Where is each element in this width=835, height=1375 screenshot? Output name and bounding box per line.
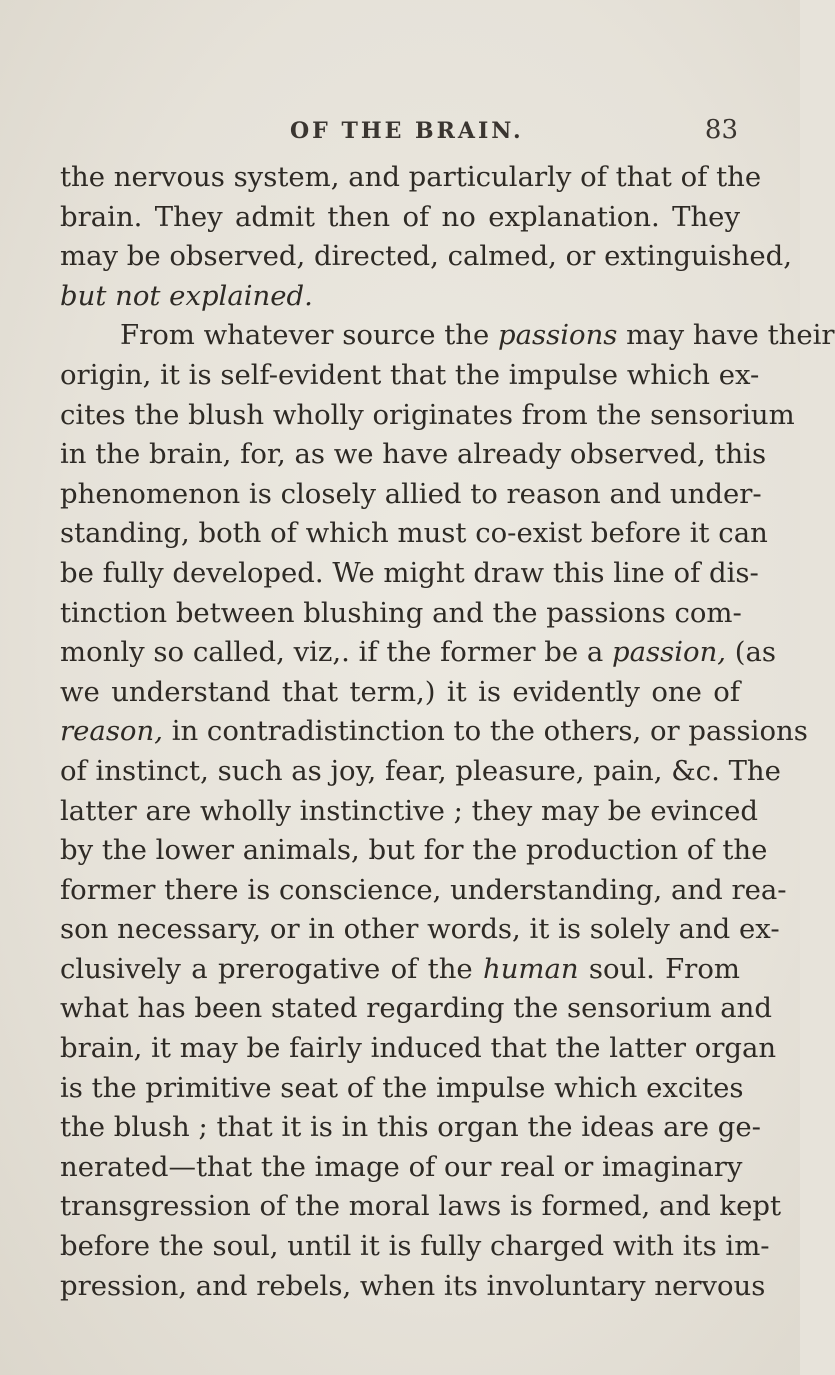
italic-word: passion, <box>612 636 727 669</box>
text-line <box>60 950 740 990</box>
running-head <box>258 115 738 147</box>
text-line: but not explained. <box>60 279 313 312</box>
text-segment: may have their <box>626 319 835 352</box>
text-line: former there is conscience, understanding, and rea- <box>60 873 787 906</box>
italic-word: human <box>482 952 579 985</box>
text-segment: (as <box>734 636 777 669</box>
text-segment: monly so called, viz,. if the former be a <box>60 636 604 669</box>
text-line: tinction between blushing and the passions com- <box>60 596 742 629</box>
text-line: be fully developed. We might draw this line of dis- <box>60 556 759 589</box>
text-line <box>60 316 835 356</box>
text-line: brain, it may be fairly induced that the latter organ <box>60 1032 777 1065</box>
italic-word: reason, <box>60 715 163 748</box>
text-line: latter are wholly instinctive ; they may be evinced <box>60 794 758 827</box>
text-line: by the lower animals, but for the production of the <box>60 834 768 867</box>
text-line: nerated—that the image of our real or imaginary <box>60 1150 743 1183</box>
text-line: of instinct, such as joy, fear, pleasure, pain, &c. The <box>60 754 781 787</box>
text-line: phenomenon is closely allied to reason and under- <box>60 477 762 510</box>
text-line: may be observed, directed, calmed, or extinguished, <box>60 240 792 273</box>
text-segment: clusively a prerogative of the <box>60 952 473 985</box>
text-segment: From whatever source the <box>120 319 490 352</box>
text-line: the nervous system, and particularly of that of the <box>60 161 762 193</box>
text-line: what has been stated regarding the sensorium and <box>60 992 772 1025</box>
text-line: is the primitive seat of the impulse which excites <box>60 1071 744 1104</box>
text-line <box>60 633 777 673</box>
text-line: standing, both of which must co-exist before it can <box>60 517 768 550</box>
text-line: the blush ; that it is in this organ the ideas are ge- <box>60 1111 761 1144</box>
body-text <box>60 158 835 1306</box>
text-line: before the soul, until it is fully charged with its im- <box>60 1230 770 1263</box>
text-line: we understand that term,) it is evidently one of <box>60 675 740 708</box>
text-line: origin, it is self-evident that the impulse which ex- <box>60 358 760 391</box>
running-head-title: OF THE BRAIN. <box>290 118 524 144</box>
text-segment: in contradistinction to the others, or passions <box>171 715 808 748</box>
text-line: brain. They admit then of no explanation. They <box>60 200 740 233</box>
text-line: son necessary, or in other words, it is solely and ex- <box>60 913 780 946</box>
text-line: pression, and rebels, when its involuntary nervous <box>60 1269 766 1302</box>
text-line: cites the blush wholly originates from the sensorium <box>60 398 795 431</box>
page-number: 83 <box>704 115 738 145</box>
text-line: transgression of the moral laws is formed, and kept <box>60 1190 782 1223</box>
text-line <box>60 712 808 752</box>
text-segment: soul. From <box>588 952 740 985</box>
italic-word: passions <box>498 319 618 352</box>
text-line: in the brain, for, as we have already observed, this <box>60 438 767 471</box>
